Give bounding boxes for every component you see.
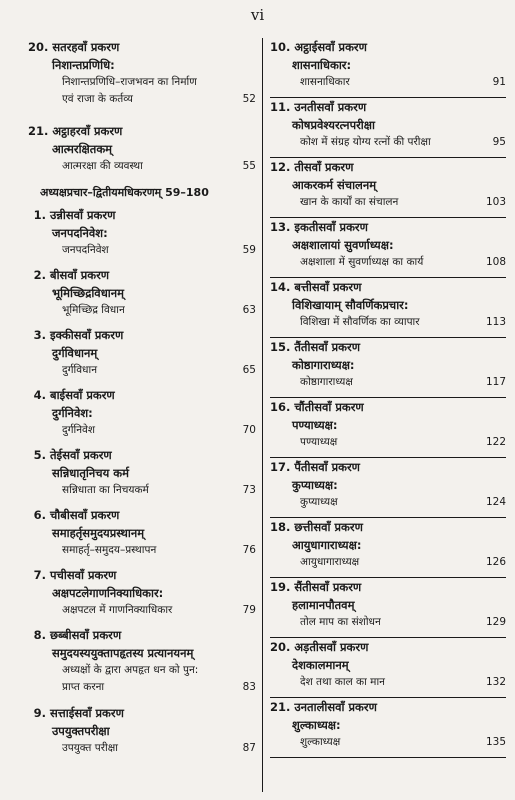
entry-desc: कुप्याध्यक्ष — [300, 496, 338, 508]
entry-desc: शुल्काध्यक्ष — [300, 736, 341, 748]
section-pages: 59–180 — [165, 186, 209, 199]
entry-number: 13. — [270, 220, 291, 234]
entry-desc: दुर्गनिवेश — [62, 424, 96, 436]
section-heading — [40, 184, 256, 206]
toc-entry — [270, 158, 506, 218]
entry-number: 11. — [270, 100, 291, 114]
toc-entry — [28, 122, 256, 184]
entry-page: 113 — [485, 316, 506, 328]
entry-heading: बत्तीसवाँ प्रकरण — [294, 280, 362, 294]
entry-page: 59 — [242, 244, 256, 256]
toc-entry — [270, 398, 506, 458]
entry-title: अक्षपटलेगाणनिक्याधिकार: — [52, 586, 164, 600]
entry-number: 16. — [270, 400, 291, 414]
toc-entry — [270, 338, 506, 398]
entry-number: 7. — [33, 568, 46, 582]
entry-page: 126 — [485, 556, 506, 568]
entry-page: 83 — [242, 681, 256, 693]
entry-page: 63 — [242, 304, 256, 316]
entry-heading: छब्बीसवाँ प्रकरण — [50, 628, 122, 642]
entry-heading: अट्ठाहरवाँ प्रकरण — [52, 124, 123, 138]
entry-title: शासनाधिकार: — [292, 58, 352, 72]
right-column — [270, 38, 506, 758]
toc-entry — [28, 326, 256, 386]
entry-title: दुर्गविधानम् — [52, 346, 98, 360]
entry-desc: प्राप्त करना — [62, 681, 105, 693]
toc-entry — [28, 566, 256, 626]
entry-page: 132 — [485, 676, 506, 688]
entry-page: 52 — [242, 93, 256, 105]
toc-entry — [270, 278, 506, 338]
entry-desc: पण्याध्यक्ष — [300, 436, 338, 448]
entry-title: पण्याध्यक्ष: — [292, 418, 338, 432]
entry-title: सन्निधातृनिचय कर्म — [52, 466, 129, 480]
toc-entry — [28, 626, 256, 704]
entry-number: 20. — [28, 40, 49, 54]
entry-title: कुप्याध्यक्ष: — [292, 478, 338, 492]
entry-page: 65 — [242, 364, 256, 376]
entry-title: हलामानपौतवम् — [292, 598, 355, 612]
entry-title: आकरकर्म संचालनम् — [292, 178, 377, 192]
entry-number: 9. — [33, 706, 46, 720]
toc-entry — [28, 446, 256, 506]
entry-title: कोष्ठागाराध्यक्ष: — [292, 358, 355, 372]
entry-desc: निशान्तप्रणिधि–राजभवन का निर्माण — [62, 76, 197, 88]
entry-heading: सतरहवाँ प्रकरण — [52, 40, 120, 54]
entry-title: आयुधागाराध्यक्ष: — [292, 538, 362, 552]
entry-heading: सत्ताईसवाँ प्रकरण — [50, 706, 124, 720]
entry-heading: उनतीसवाँ प्रकरण — [294, 100, 367, 114]
entry-title: भूमिच्छिद्रविधानम् — [52, 286, 125, 300]
toc-entry — [270, 638, 506, 698]
entry-heading: उन्नीसवाँ प्रकरण — [50, 208, 116, 222]
entry-heading: इकतीसवाँ प्रकरण — [294, 220, 368, 234]
entry-page: 135 — [485, 736, 506, 748]
toc-entry — [270, 578, 506, 638]
entry-title: कोषप्रवेश्यरत्नपरीक्षा — [292, 118, 376, 132]
entry-desc: शासनाधिकार — [300, 76, 350, 88]
entry-number: 6. — [33, 508, 46, 522]
entry-number: 8. — [33, 628, 46, 642]
toc-entry — [28, 386, 256, 446]
entry-page: 55 — [242, 160, 256, 172]
entry-number: 18. — [270, 520, 291, 534]
entry-title: अक्षशालायां सुवर्णाध्यक्ष: — [292, 238, 394, 252]
toc-entry — [270, 218, 506, 278]
entry-title: शुल्काध्यक्ष: — [292, 718, 341, 732]
toc-entry — [28, 38, 256, 122]
entry-number: 10. — [270, 40, 291, 54]
entry-page: 70 — [242, 424, 256, 436]
entry-heading: चौबीसवाँ प्रकरण — [50, 508, 120, 522]
entry-heading: चौंतीसवाँ प्रकरण — [294, 400, 364, 414]
entry-heading: छत्तीसवाँ प्रकरण — [294, 520, 363, 534]
entry-page: 122 — [485, 436, 506, 448]
entry-number: 12. — [270, 160, 291, 174]
entry-page: 129 — [485, 616, 506, 628]
entry-title: जनपदनिवेश: — [52, 226, 108, 240]
entry-desc: दुर्गविधान — [62, 364, 98, 376]
entry-page: 108 — [485, 256, 506, 268]
section-title: अध्यक्षप्रचार–द्वितीयमधिकरणम् — [40, 186, 162, 199]
left-column — [28, 38, 256, 764]
entry-title: निशान्तप्रणिधि: — [52, 58, 115, 72]
entry-title: देशकालमानम् — [292, 658, 349, 672]
entry-heading: तेईसवाँ प्रकरण — [50, 448, 112, 462]
entry-number: 14. — [270, 280, 291, 294]
entry-desc: अध्यक्षों के द्वारा अपहृत धन को पुन: — [62, 664, 199, 676]
entry-heading: अड़तीसवाँ प्रकरण — [294, 640, 369, 654]
entry-page: 79 — [242, 604, 256, 616]
entry-number: 20. — [270, 640, 291, 654]
entry-heading: बाईसवाँ प्रकरण — [50, 388, 115, 402]
entry-heading: पचीसवाँ प्रकरण — [50, 568, 117, 582]
entry-desc: अक्षशाला में सुवर्णाध्यक्ष का कार्य — [300, 256, 424, 268]
entry-number: 17. — [270, 460, 291, 474]
entry-desc: एवं राजा के कर्तव्य — [62, 93, 133, 105]
entry-page: 103 — [485, 196, 506, 208]
entry-number: 1. — [33, 208, 46, 222]
toc-entry — [270, 458, 506, 518]
toc-entry — [28, 206, 256, 266]
entry-page: 87 — [242, 742, 256, 754]
entry-heading: तीसवाँ प्रकरण — [294, 160, 354, 174]
entry-heading: अट्ठाईसवाँ प्रकरण — [294, 40, 367, 54]
entry-desc: देश तथा काल का मान — [300, 676, 385, 688]
entry-page: 95 — [492, 136, 506, 148]
entry-page: 73 — [242, 484, 256, 496]
entry-desc: विशिखा में सौवर्णिक का व्यापार — [300, 316, 420, 328]
entry-heading: सैंतीसवाँ प्रकरण — [294, 580, 362, 594]
entry-heading: इक्कीसवाँ प्रकरण — [50, 328, 124, 342]
toc-entry — [270, 38, 506, 98]
entry-desc: कोष्ठागाराध्यक्ष — [300, 376, 353, 388]
entry-desc: खान के कार्यों का संचालन — [300, 196, 399, 208]
entry-number: 3. — [33, 328, 46, 342]
entry-desc: तोल माप का संशोधन — [300, 616, 381, 628]
entry-title: विशिखायाम् सौवर्णिकप्रचार: — [292, 298, 409, 312]
entry-title: समाहर्तृसमुदयप्रस्थानम् — [52, 526, 145, 540]
entry-page: 91 — [492, 76, 506, 88]
entry-desc: समाहर्तृ–समुदय–प्रस्थापन — [62, 544, 157, 556]
entry-number: 21. — [270, 700, 291, 714]
page-number: vi — [250, 6, 265, 24]
entry-number: 15. — [270, 340, 291, 354]
toc-entry — [270, 98, 506, 158]
entry-heading: तैंतीसवाँ प्रकरण — [294, 340, 361, 354]
entry-number: 5. — [33, 448, 46, 462]
entry-desc: अक्षपटल में गाणनिक्याधिकार — [62, 604, 173, 616]
entry-desc: उपयुक्त परीक्षा — [62, 742, 118, 754]
entry-desc: आत्मरक्षा की व्यवस्था — [62, 160, 143, 172]
toc-entry — [28, 704, 256, 764]
entry-page: 76 — [242, 544, 256, 556]
entry-desc: जनपदनिवेश — [62, 244, 109, 256]
toc-entry — [270, 698, 506, 758]
entry-number: 4. — [33, 388, 46, 402]
entry-heading: बीसवाँ प्रकरण — [50, 268, 110, 282]
entry-heading: उनतालीसवाँ प्रकरण — [294, 700, 377, 714]
entry-title: आत्मरक्षितकम् — [52, 142, 113, 156]
entry-title: समुदयस्ययुक्तापहृतस्य प्रत्यानयनम् — [52, 646, 194, 660]
toc-entry — [28, 266, 256, 326]
column-divider — [262, 38, 263, 792]
entry-page: 124 — [485, 496, 506, 508]
entry-desc: सन्निधाता का निचयकर्म — [62, 484, 149, 496]
entry-title: दुर्गनिवेश: — [52, 406, 93, 420]
entry-page: 117 — [485, 376, 506, 388]
entry-desc: आयुधागाराध्यक्ष — [300, 556, 360, 568]
entry-heading: पैंतीसवाँ प्रकरण — [294, 460, 360, 474]
entry-number: 2. — [33, 268, 46, 282]
entry-desc: भूमिच्छिद्र विधान — [62, 304, 125, 316]
entry-number: 21. — [28, 124, 49, 138]
entry-title: उपयुक्तपरीक्षा — [52, 724, 110, 738]
entry-desc: कोश में संग्रह योग्य रत्नों की परीक्षा — [300, 136, 431, 148]
toc-entry — [28, 506, 256, 566]
entry-number: 19. — [270, 580, 291, 594]
toc-entry — [270, 518, 506, 578]
